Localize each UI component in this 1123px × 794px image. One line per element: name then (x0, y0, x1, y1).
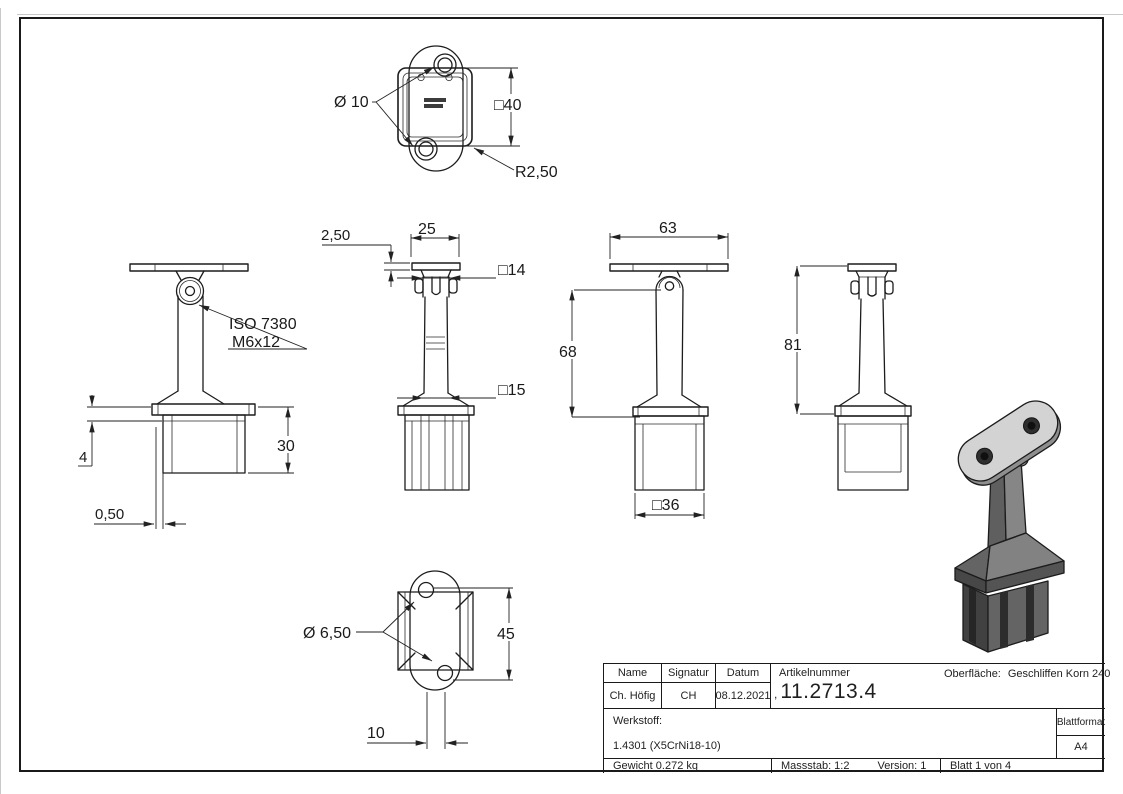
handrail-plate-front (610, 264, 728, 271)
view-side-center (321, 221, 526, 490)
title-name-value: Ch. Höfig (604, 683, 662, 709)
handrail-plate (130, 264, 248, 271)
fixing-hole-bottom (438, 666, 453, 681)
view-rear (780, 264, 911, 490)
screw-hole (186, 287, 195, 296)
blattformat-value: A4 (1057, 736, 1105, 759)
cap-plate-rear (835, 406, 911, 416)
engraving-mark (424, 98, 446, 102)
massstab-cell (772, 759, 941, 773)
top-hole (438, 58, 452, 72)
iso-insert-slot (1026, 584, 1034, 642)
dim-hole-distance: 45 (497, 626, 515, 643)
screw-end-right (449, 279, 457, 293)
view-bottom-plan (303, 571, 524, 749)
surface-finish: Oberfläche: Geschliffen Korn 240 (944, 668, 1111, 680)
iso-insert-front (988, 581, 1048, 652)
screw-end-right-rear (885, 281, 893, 294)
massstab-value: Massstab: 1:2 (781, 760, 850, 772)
artikelnummer-prefix: , (774, 687, 778, 701)
screw-end-left-rear (851, 281, 859, 294)
dim-corner-radius: R2,50 (515, 164, 558, 181)
dim-fixing-hole-diameter: Ø 6,50 (303, 625, 352, 642)
tube-insert-side (405, 415, 469, 490)
gewicht-cell: Gewicht 0.272 kg (604, 759, 772, 773)
iso-insert-slot (1000, 591, 1008, 649)
dim-square-40: □40 (494, 97, 522, 114)
view-front-left (78, 264, 307, 529)
dim-insert-depth: 30 (277, 438, 295, 455)
cap-plate (152, 404, 255, 415)
title-signatur-value: CH (662, 683, 716, 709)
pivot-boss (177, 278, 204, 305)
title-signatur-header: Signatur (662, 664, 716, 683)
dim-offset: 0,50 (95, 506, 125, 523)
werkstoff-label: Werkstoff: (613, 715, 663, 727)
handrail-plate-side (412, 263, 460, 270)
screw-end-left (415, 279, 423, 293)
title-datum-header: Datum (716, 664, 771, 683)
screw-spec-line1: ISO 7380 (229, 316, 297, 333)
version-value: Version: 1 (877, 760, 927, 772)
dim-plate-thickness: 2,50 (321, 227, 351, 244)
dim-hole-diameter: Ø 10 (334, 94, 369, 111)
dim-hole-offset: 10 (367, 725, 385, 742)
tube-insert-front (635, 416, 704, 490)
dim-plate-length: 63 (659, 220, 677, 237)
title-block (603, 663, 1111, 773)
blattformat-label: Blattformat (1057, 709, 1105, 736)
cap-plate-front (633, 407, 708, 416)
tube-insert-rear (838, 416, 908, 490)
screw-hole-front (665, 282, 673, 290)
article-region (771, 664, 1111, 709)
werkstoff-value: 1.4301 (X5CrNi18-10) (613, 740, 721, 752)
dim-tube-size: □36 (652, 497, 680, 514)
artikelnummer-value: , 11.2713.4 (774, 680, 877, 703)
view-isometric (950, 393, 1069, 652)
dim-total-height: 81 (784, 337, 802, 354)
dim-stem-width: □15 (498, 382, 526, 399)
view-top-plan (334, 46, 558, 181)
werkstoff-cell (604, 709, 1057, 759)
fixing-hole-top (419, 583, 434, 598)
dim-height-to-hole: 68 (559, 344, 577, 361)
dim-cap-height: 4 (79, 449, 88, 466)
engraving-mark (424, 104, 443, 108)
title-name-header: Name (604, 664, 662, 683)
handrail-plate-rear (848, 264, 896, 271)
iso-insert-slot (969, 587, 976, 645)
dim-clevis-width: □14 (498, 262, 526, 279)
title-datum-value: 08.12.2021 (716, 683, 771, 709)
screw-spec-line2: M6x12 (232, 334, 281, 351)
view-front-main (555, 220, 728, 519)
bottom-hole (419, 142, 433, 156)
dim-plate-width: 25 (418, 221, 436, 238)
cap-plate-side (398, 406, 474, 415)
artikelnummer-label: Artikelnummer (779, 667, 850, 679)
blatt-cell: Blatt 1 von 4 (950, 760, 1012, 772)
tube-insert (163, 415, 245, 473)
